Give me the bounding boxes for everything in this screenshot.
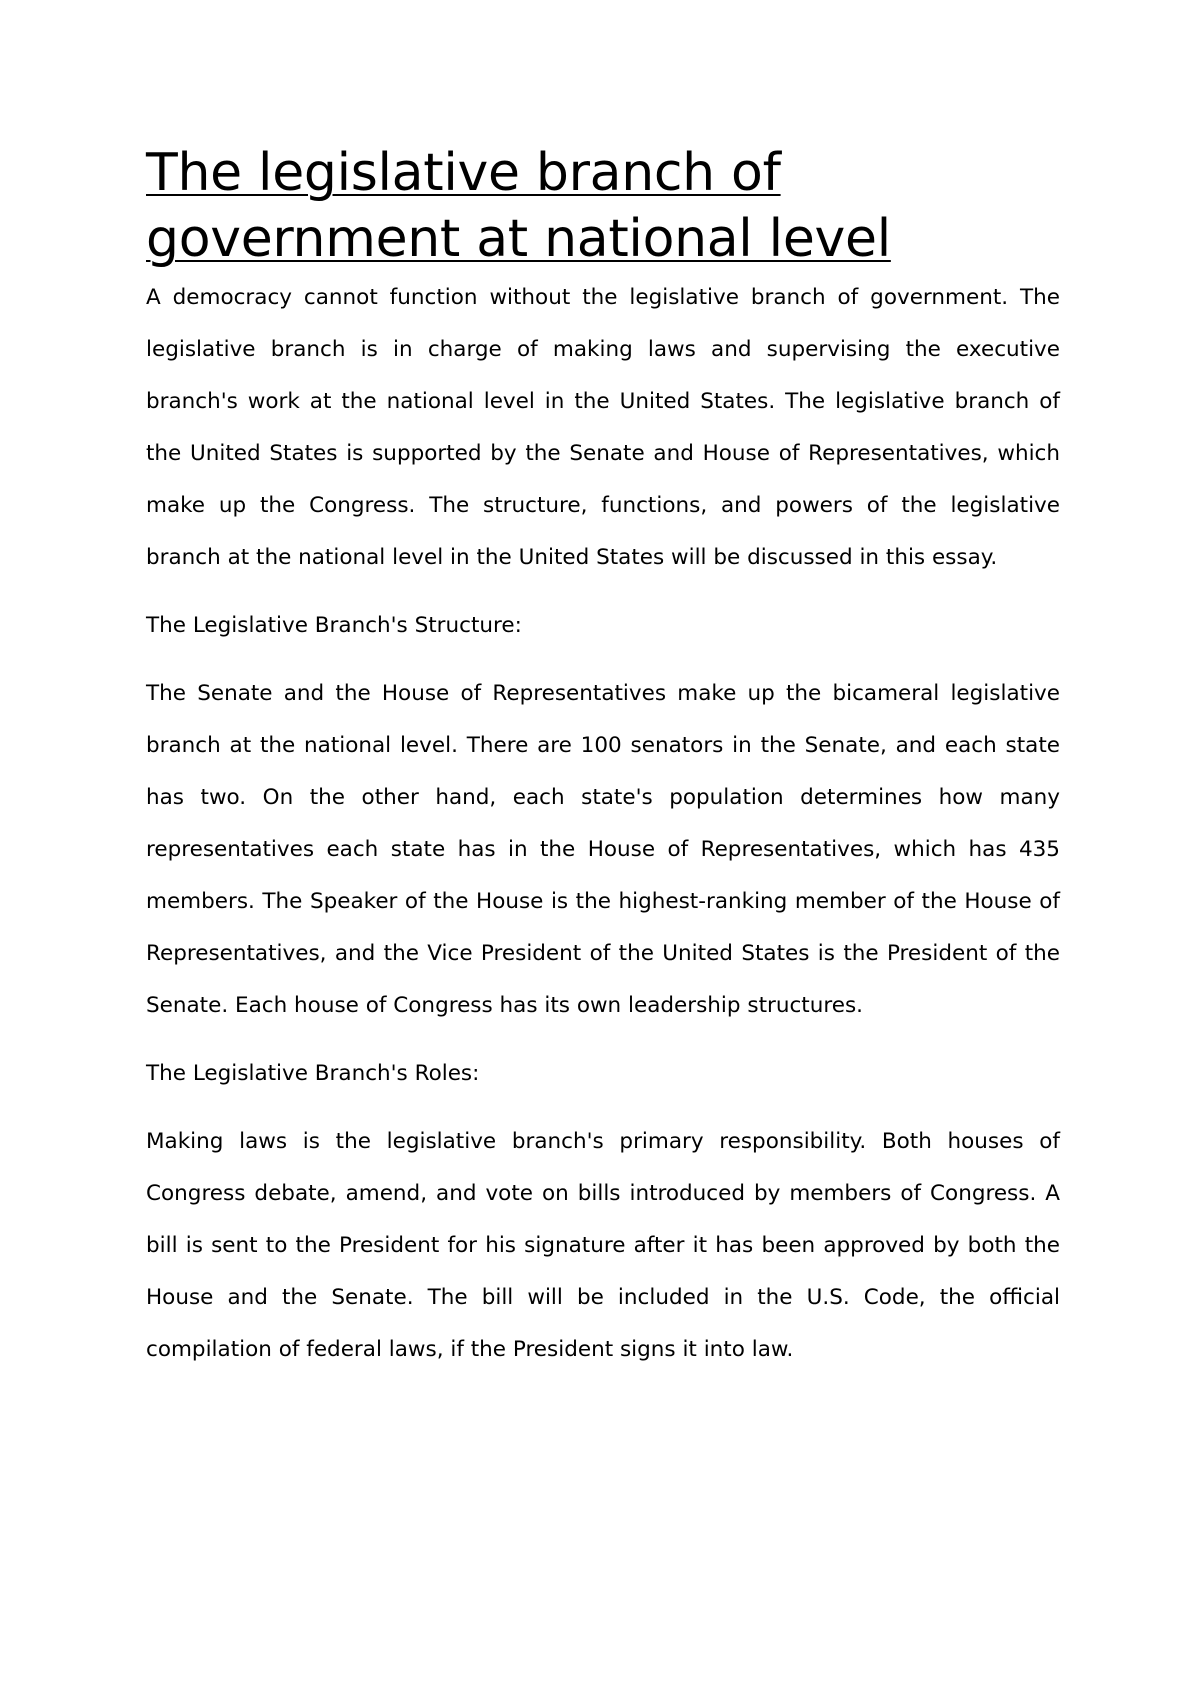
intro-paragraph: A democracy cannot function without the legislative branch of government. The legislative branch is in charge of making laws and supervising the executive branch's work at the national level in the United States. The legislative branch of the United States is supported by the Senate and House of Representatives, which make up the Congress. The structure, functions, and powers of the legislative branch at the national level in the United States will be discussed in this essay. <box>146 285 1060 570</box>
section-body-structure: The Senate and the House of Representatives make up the bicameral legislative branch at the national level. There are 100 senators in the Senate, and each state has two. On the other hand, each state's population determines how many representatives each state has in the House of Representatives, which has 435 members. The Speaker of the House is the highest-ranking member of the House of Representatives, and the Vice President of the United States is the President of the Senate. Each house of Congress has its own leadership structures. <box>146 681 1060 1018</box>
section-body-roles: Making laws is the legislative branch's primary responsibility. Both houses of Congress debate, amend, and vote on bills introduced by members of Congress. A bill is sent to the President for his signature after it has been approved by both the House and the Senate. The bill will be included in the U.S. Code, the official compilation of federal laws, if the President signs it into law. <box>146 1129 1060 1362</box>
section-heading-roles: The Legislative Branch's Roles: <box>146 1061 480 1086</box>
document-body <box>146 140 1060 1392</box>
document-title: The legislative branch of government at national level <box>146 143 891 269</box>
section-heading-structure: The Legislative Branch's Structure: <box>146 613 522 638</box>
